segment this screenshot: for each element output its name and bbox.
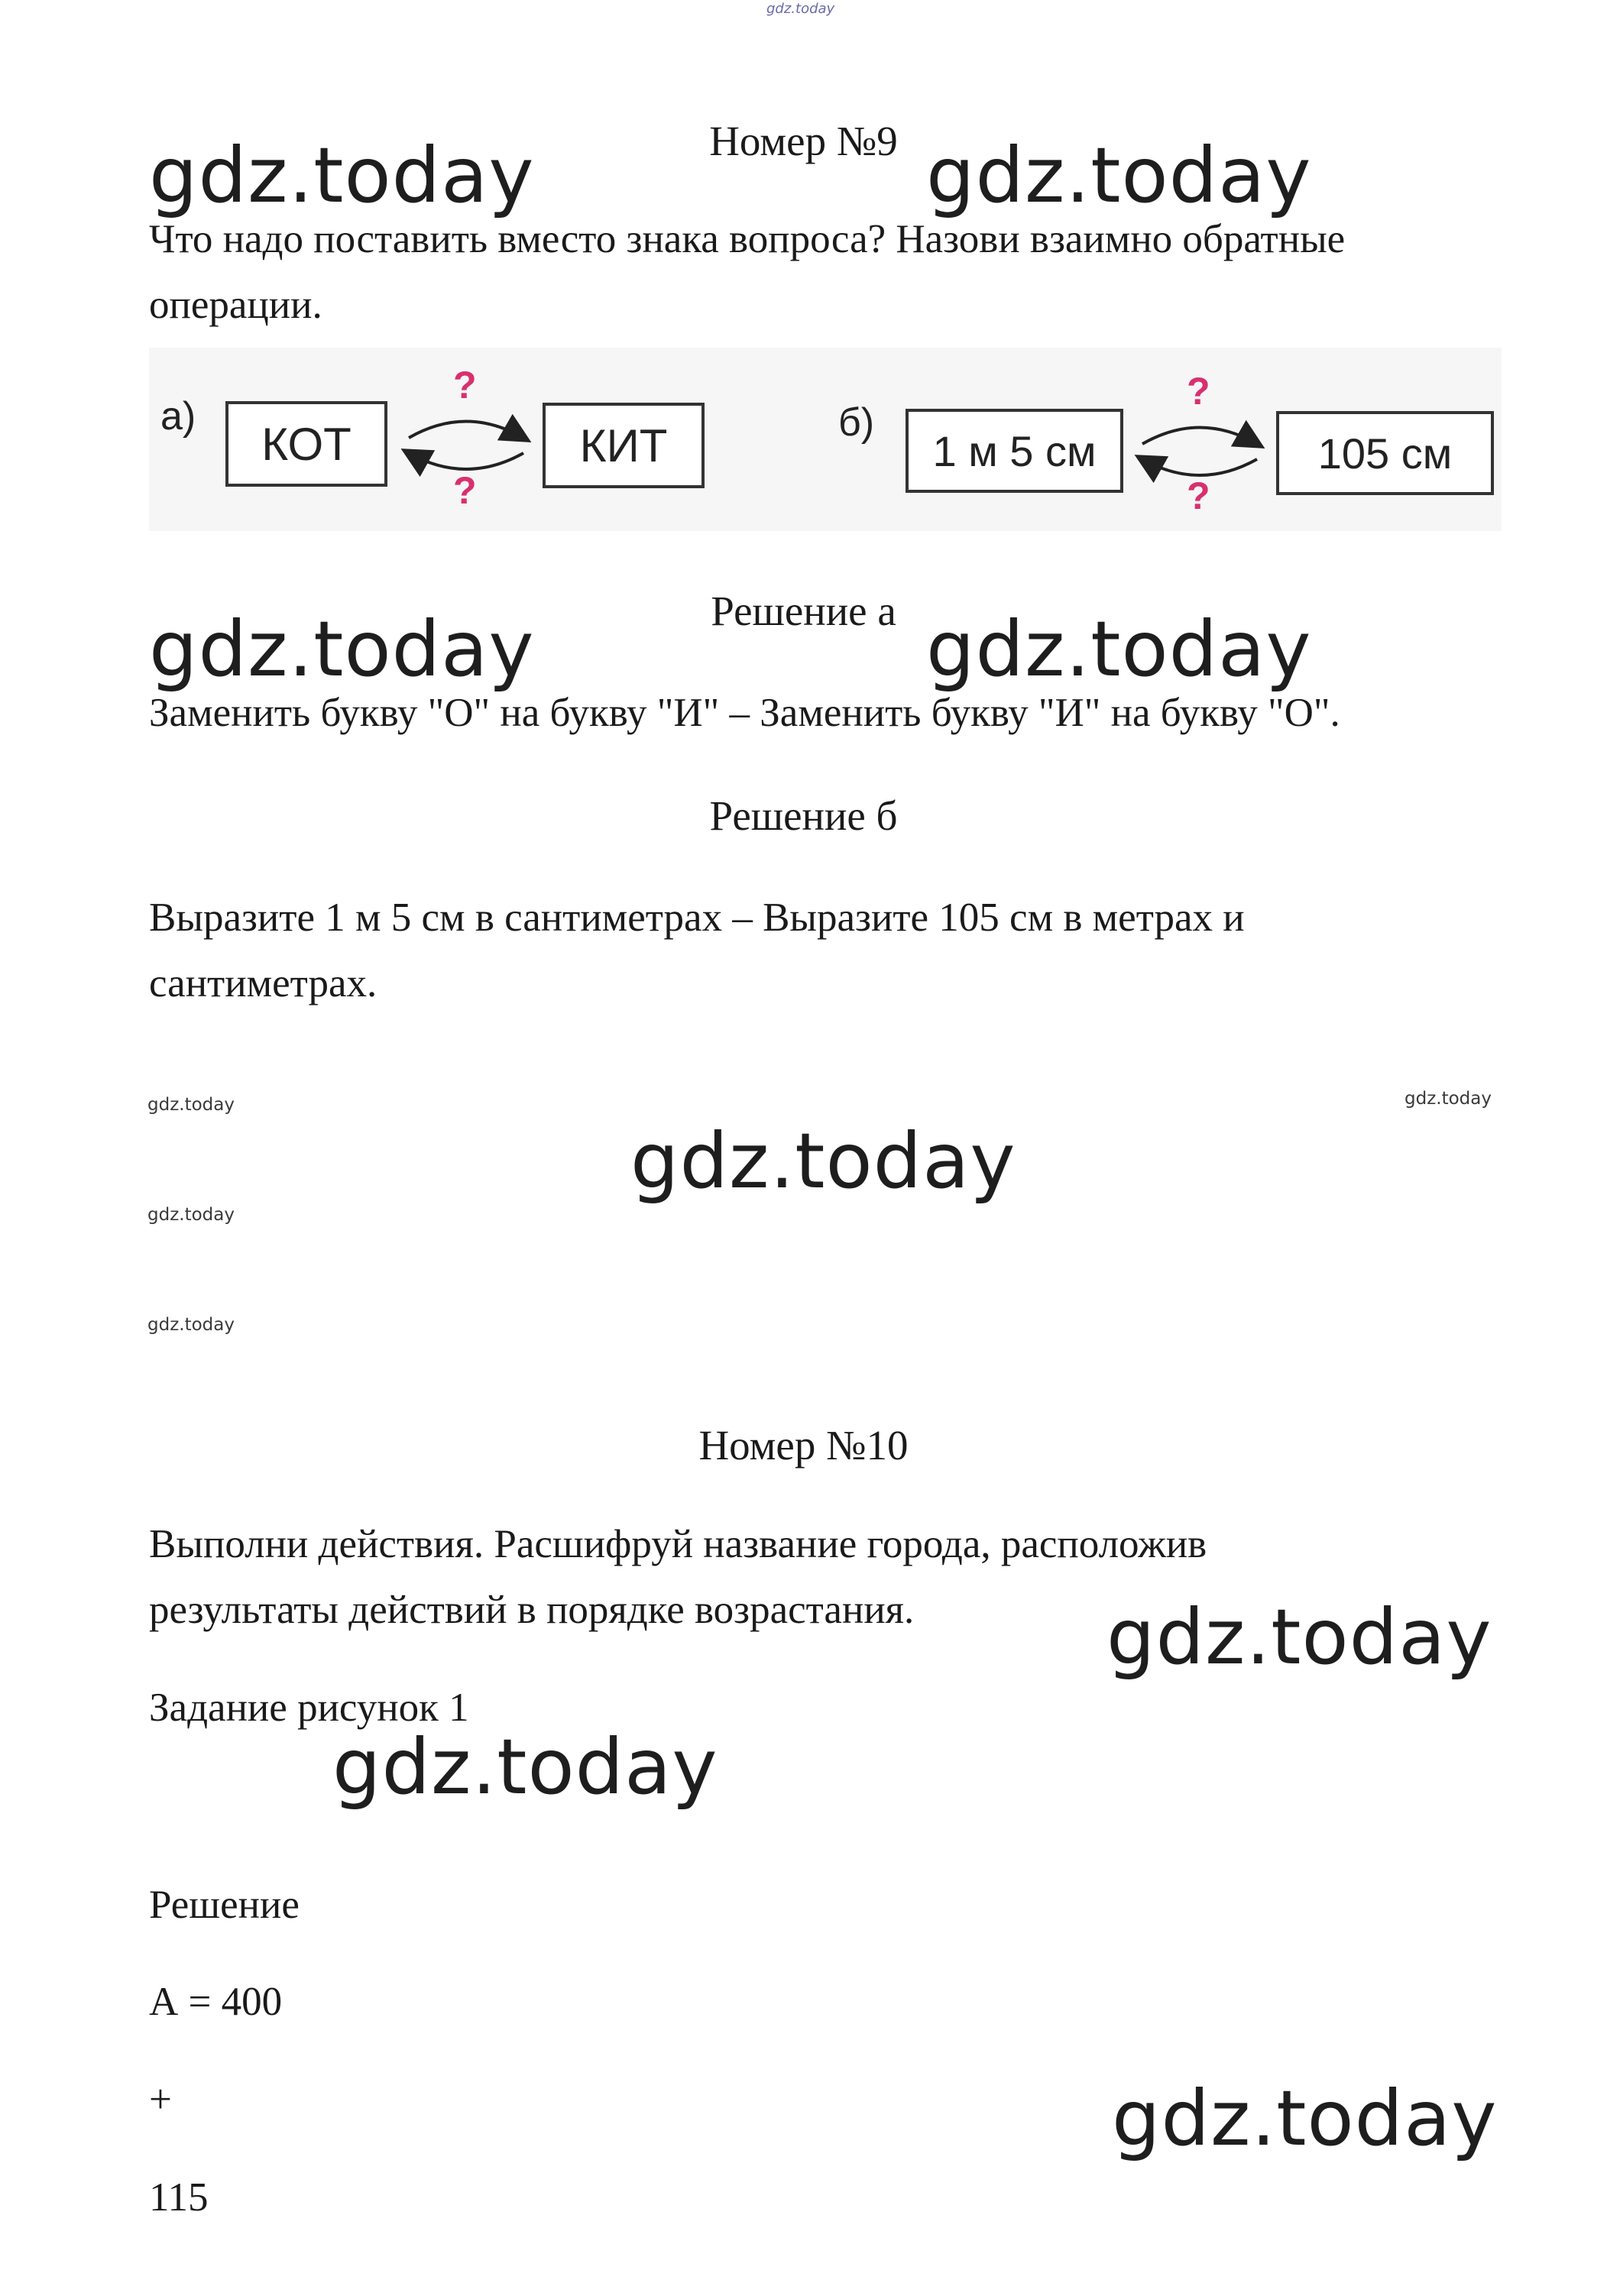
solution-b-text: Выразите 1 м 5 см в сантиметрах – Выразите 105 см в метрах и сантиметрах. <box>149 895 1245 1006</box>
watermark-big: gdz.today <box>926 604 1312 694</box>
question-mark-icon: ? <box>453 469 477 512</box>
box-kit: КИТ <box>543 403 705 488</box>
solution-line-1: А = 400 <box>149 1980 283 2024</box>
question-mark-icon: ? <box>453 364 477 406</box>
box-1m5cm: 1 м 5 см <box>906 409 1123 493</box>
task9-question: Что надо поставить вместо знака вопроса? Назови взаимно обратные операции. <box>149 217 1346 327</box>
box-105cm: 105 см <box>1276 411 1494 495</box>
watermark-big: gdz.today <box>149 131 535 220</box>
watermark-big: gdz.today <box>1112 2074 1498 2163</box>
figure-label-b: б) <box>838 400 875 445</box>
task9-title: Номер №9 <box>709 118 898 164</box>
watermark-big: gdz.today <box>1106 1592 1492 1682</box>
figure-label-a: а) <box>160 394 196 439</box>
task10-question: Выполни действия. Расшифруй название города, расположив результаты действий в порядке возрастания. <box>149 1522 1207 1632</box>
watermark-small: gdz.today <box>147 1095 235 1115</box>
watermark-top: gdz.today <box>766 1 835 17</box>
watermark-big: gdz.today <box>630 1116 1016 1206</box>
task10-title: Номер №10 <box>698 1422 909 1469</box>
task9-figure <box>149 348 1502 531</box>
watermark-big: gdz.today <box>926 131 1312 220</box>
exchange-arrows-icon <box>397 409 535 481</box>
solution-a-text: Заменить букву "О" на букву "И" – Заменить букву "И" на букву "О". <box>149 691 1340 735</box>
watermark-small: gdz.today <box>1405 1089 1492 1109</box>
solution-title: Решение <box>149 1883 300 1927</box>
solution-line-2: + <box>149 2077 172 2122</box>
solution-line-3: 115 <box>149 2175 209 2220</box>
question-mark-icon: ? <box>1187 370 1210 413</box>
watermark-small: gdz.today <box>147 1315 235 1335</box>
figure-caption: Задание рисунок 1 <box>149 1686 469 1730</box>
watermark-big: gdz.today <box>149 604 535 694</box>
box-kot: КОТ <box>225 401 387 487</box>
watermark-small: gdz.today <box>147 1205 235 1225</box>
solution-b-title: Решение б <box>709 792 898 839</box>
exchange-arrows-icon <box>1131 415 1268 487</box>
solution-a-title: Решение а <box>711 588 896 634</box>
watermark-big: gdz.today <box>332 1722 718 1812</box>
question-mark-icon: ? <box>1187 474 1210 517</box>
